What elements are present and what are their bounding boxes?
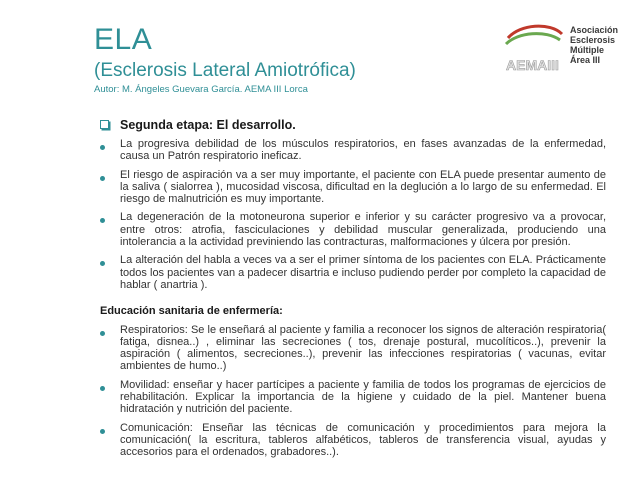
dot-bullet-icon	[100, 257, 105, 269]
list-item-text: La degeneración de la motoneurona superior e inferior y su carácter progresivo va a provocar, entre otros: atrofia, fasciculaciones y debilidad muscular generalizada, produciendo una intolerancia a la actividad previniendo las contracturas, malformaciones y úlcera por presión.	[120, 211, 606, 249]
logo-text	[570, 25, 618, 65]
square-bullet-icon	[100, 118, 109, 132]
logo-line: Área III	[570, 55, 601, 65]
logo-line: Esclerosis	[570, 35, 616, 45]
list-item	[98, 211, 606, 248]
logo-line: Asociación	[570, 25, 619, 35]
logo-mark: AEMAIII	[506, 57, 559, 73]
list-item-text: El riesgo de aspiración va a ser muy importante, el paciente con ELA puede presentar aumento de la saliva ( sialorrea ), mucosidad viscosa, dificultad en la deglución a lo largo de su enfermedad. El riesgo de malnutrición es muy importante.	[120, 168, 606, 206]
list-item	[98, 254, 606, 291]
dot-bullet-icon	[100, 141, 105, 153]
list-item-text: Comunicación: Enseñar las técnicas de comunicación y procedimientos para mejora la comunicación( la escritura, tableros alfabéticos, tableros de transferencia visual, ayudas y accesorios para el ordenados, grabadores..).	[120, 421, 606, 459]
dot-bullet-icon	[100, 382, 105, 394]
list-item	[98, 422, 606, 459]
list-item	[98, 324, 606, 373]
dot-bullet-icon	[100, 425, 105, 437]
list-item	[98, 169, 606, 206]
dot-bullet-icon	[100, 327, 105, 339]
stage-heading	[98, 118, 606, 132]
logo-line: Múltiple	[570, 45, 604, 55]
slide-subtitle: (Esclerosis Lateral Amiotrófica)	[94, 60, 356, 81]
dot-bullet-icon	[100, 172, 105, 184]
author-line: Autor: M. Ángeles Guevara García. AEMA III Lorca	[94, 84, 308, 95]
stage-heading-text: Segunda etapa: El desarrollo.	[120, 118, 296, 132]
list-item-text: Respiratorios: Se le enseñará al paciente y familia a reconocer los signos de alteración respiratoria( fatiga, disnea..) , eliminar las secreciones ( tos, drenaje postural, mucolíticos..), prevenir la aspiración ( alimentos, secreciones..), prevenir las infecciones respiratorias ( vacunas, evitar ambientes de humo..)	[120, 323, 606, 373]
list-item-text: La alteración del habla a veces va a ser el primer síntoma de los pacientes con ELA. Prácticamente todos los pacientes van a padecer disartria e incluso pudiendo perder por completo la capacidad de hablar ( anartria ).	[120, 254, 606, 291]
list-item-text: Movilidad: enseñar y hacer partícipes a paciente y familia de todos los programas de ejercicios de rehabilitación. Explicar la importancia de la higiene y cuidado de la piel. Mantener buena hidratación y nutrición del paciente.	[120, 378, 606, 416]
list-item-text: La progresiva debilidad de los músculos respiratorios, en fases avanzadas de la enfermedad, causa un Patrón respiratorio ineficaz.	[120, 138, 606, 163]
slide-title: ELA	[94, 23, 153, 56]
slide-content	[98, 118, 606, 465]
education-heading: Educación sanitaria de enfermería:	[100, 305, 283, 318]
dot-bullet-icon	[100, 214, 105, 226]
list-item	[98, 138, 606, 163]
list-item	[98, 379, 606, 416]
